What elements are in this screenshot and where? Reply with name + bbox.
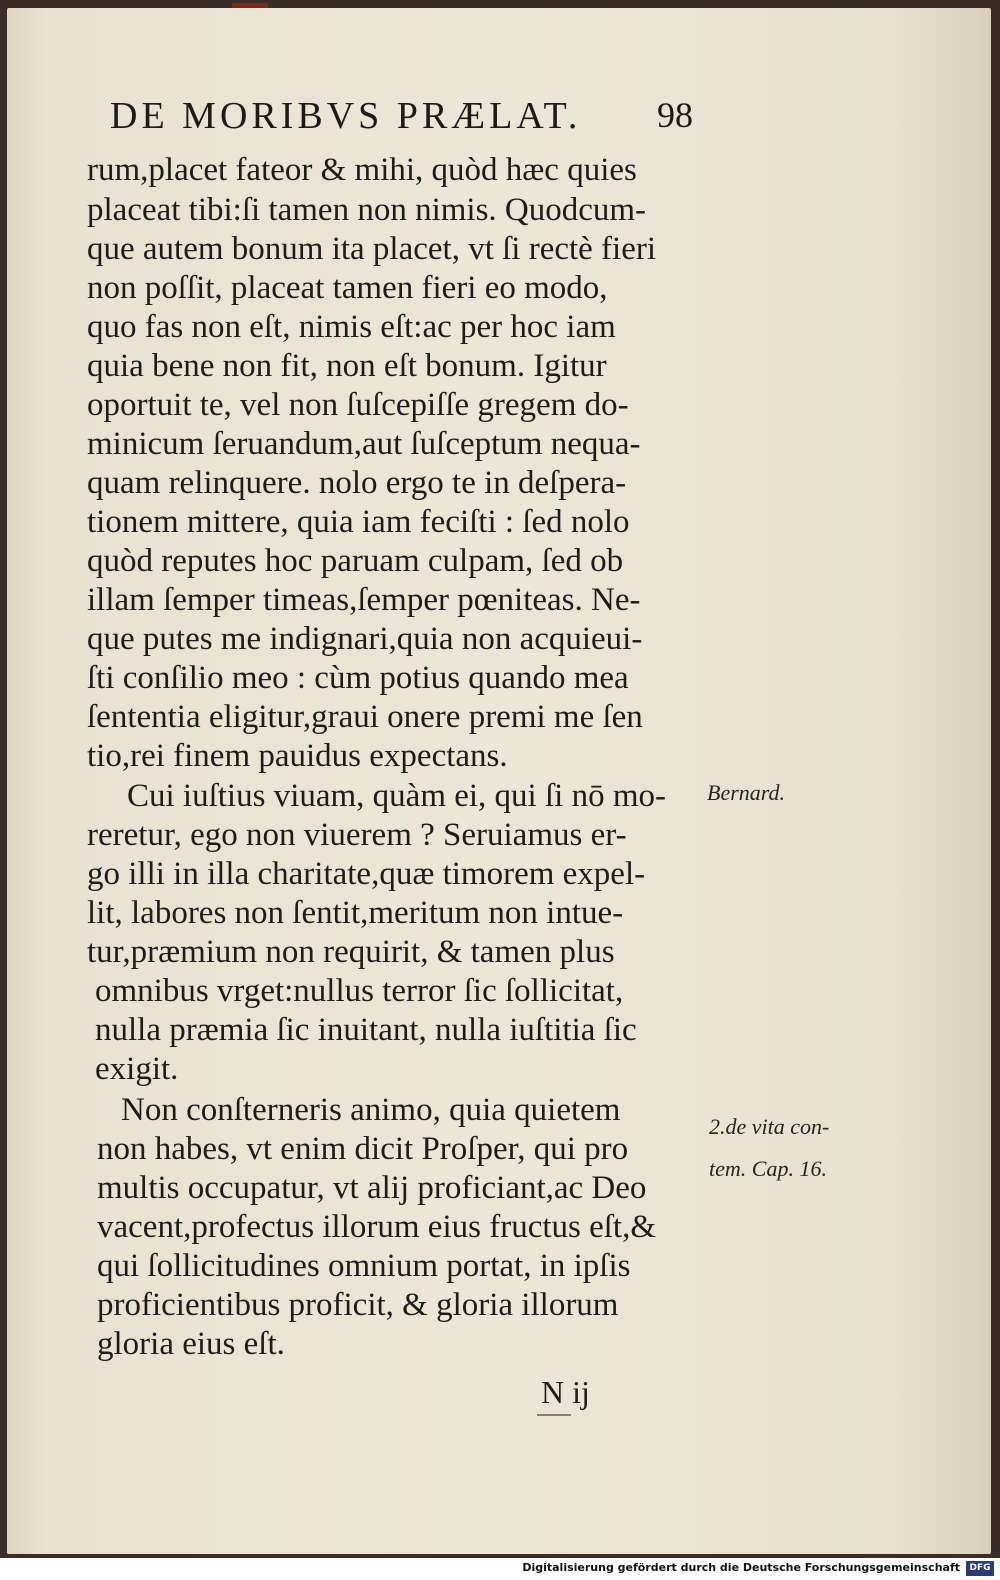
text-line: ſententia eligitur,graui onere premi me ſen [87, 699, 643, 735]
text-line: reretur, ego non viuerem ? Seruiamus er- [87, 817, 627, 853]
book-page [7, 8, 991, 1554]
text-line: tio,rei finem pauidus expectans. [87, 738, 508, 774]
signature-mark: N ij [541, 1374, 590, 1410]
text-line: proficientibus proficit, & gloria illorum [97, 1287, 619, 1323]
text-line: tionem mittere, quia iam feciſti : ſed nolo [87, 504, 630, 540]
text-line: Cui iuſtius viuam, quàm ei, qui ſi nō mo- [127, 778, 666, 814]
page-number: 98 [657, 95, 693, 135]
text-line: quia bene non fit, non eſt bonum. Igitur [87, 348, 607, 384]
text-line: rum,placet fateor & mihi, quòd hæc quies [87, 152, 637, 188]
text-line: tur,præmium non requirit, & tamen plus [87, 934, 615, 970]
margin-note-reference-line1: 2.de vita con- [709, 1114, 830, 1139]
text-line: Non conſterneris animo, quia quietem [121, 1092, 621, 1128]
digitization-footer [0, 1560, 1000, 1580]
text-line: quòd reputes hoc paruam culpam, ſed ob [87, 543, 624, 579]
text-line: vacent,profectus illorum eius fructus eſt,& [97, 1209, 657, 1245]
text-line: lit, labores non ſentit,meritum non intue- [87, 895, 624, 931]
text-line: nulla præmia ſic inuitant, nulla iuſtitia ſic [95, 1012, 637, 1048]
text-line: non habes, vt enim dicit Proſper, qui pro [97, 1131, 629, 1167]
margin-note-reference-line2: tem. Cap. 16. [709, 1156, 827, 1181]
text-line: minicum ſeruandum,aut ſuſceptum nequa- [87, 426, 641, 462]
text-line: que putes me indignari,quia non acquieui- [87, 621, 643, 657]
text-line: go illi in illa charitate,quæ timorem expel- [87, 856, 646, 892]
text-line: quo fas non eſt, nimis eſt:ac per hoc iam [87, 309, 616, 345]
page-header [110, 94, 710, 154]
body-text [87, 154, 727, 1414]
text-line: exigit. [95, 1051, 179, 1087]
text-line: ſti conſilio meo : cùm potius quando mea [87, 660, 629, 696]
text-line: que autem bonum ita placet, vt ſi rectè fieri [87, 231, 657, 267]
footer-credit: Digitalisierung gefördert durch die Deutsche Forschungsgemeinschaft [522, 1561, 960, 1574]
running-title: DE MORIBVS PRÆLAT. [110, 95, 582, 137]
text-line: illam ſemper timeas,ſemper pœniteas. Ne- [87, 582, 641, 618]
signature-rule [537, 1414, 571, 1416]
text-line: multis occupatur, vt alij proficiant,ac Deo [97, 1170, 647, 1206]
margin-note-bernard: Bernard. [707, 780, 786, 805]
text-line: quam relinquere. nolo ergo te in deſpera- [87, 465, 627, 501]
text-line: placeat tibi:ſi tamen non nimis. Quodcum- [87, 192, 647, 228]
text-line: omnibus vrget:nullus terror ſic ſollicitat, [95, 973, 624, 1009]
text-line: gloria eius eſt. [97, 1326, 285, 1362]
text-line: qui ſollicitudines omnium portat, in ipſis [97, 1248, 631, 1284]
text-line: non poſſit, placeat tamen fieri eo modo, [87, 270, 608, 306]
dfg-logo-icon: DFG [966, 1561, 994, 1576]
text-line: oportuit te, vel non ſuſcepiſſe gregem do- [87, 387, 629, 423]
